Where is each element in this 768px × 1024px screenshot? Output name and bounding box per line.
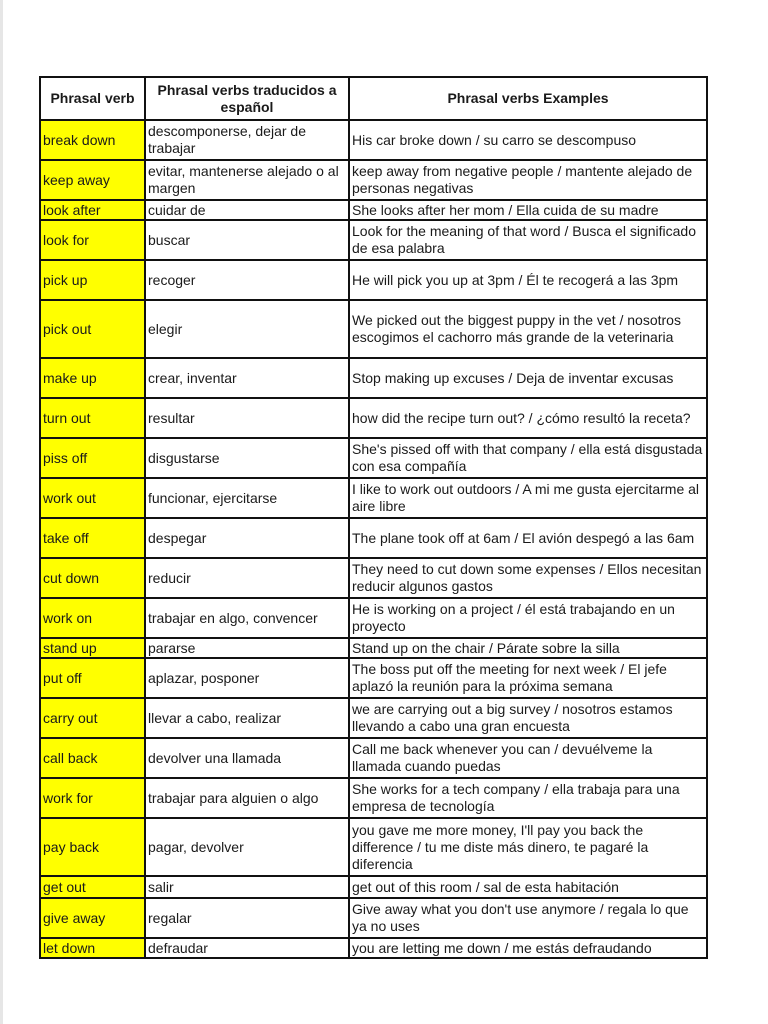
translation-cell: pararse (145, 638, 349, 658)
example-cell: Give away what you don't use anymore / regala lo que ya no uses (349, 898, 707, 938)
example-cell: Look for the meaning of that word / Busca el significado de esa palabra (349, 220, 707, 260)
translation-cell: defraudar (145, 938, 349, 958)
phrasal-verb-cell: stand up (40, 638, 145, 658)
translation-cell: reducir (145, 558, 349, 598)
translation-cell: buscar (145, 220, 349, 260)
phrasal-verb-cell: pay back (40, 818, 145, 876)
table-row (40, 200, 707, 220)
translation-cell: evitar, mantenerse alejado o al margen (145, 160, 349, 200)
table-row (40, 558, 707, 598)
table-row (40, 818, 707, 876)
example-cell: He will pick you up at 3pm / Él te recogerá a las 3pm (349, 260, 707, 300)
table-row (40, 698, 707, 738)
phrasal-verb-cell: look for (40, 220, 145, 260)
example-cell: They need to cut down some expenses / Ellos necesitan reducir algunos gastos (349, 558, 707, 598)
example-cell: She works for a tech company / ella trabaja para una empresa de tecnología (349, 778, 707, 818)
phrasal-verb-cell: keep away (40, 160, 145, 200)
table-row (40, 778, 707, 818)
translation-cell: pagar, devolver (145, 818, 349, 876)
translation-cell: aplazar, posponer (145, 658, 349, 698)
header-phrasal-verb: Phrasal verb (40, 77, 145, 120)
example-cell: We picked out the biggest puppy in the vet / nosotros escogimos el cachorro más grande de la veterinaria (349, 300, 707, 358)
translation-cell: despegar (145, 518, 349, 558)
page-edge (0, 0, 3, 1024)
example-cell: The boss put off the meeting for next week / El jefe aplazó la reunión para la próxima semana (349, 658, 707, 698)
example-cell: get out of this room / sal de esta habitación (349, 876, 707, 898)
table-row (40, 898, 707, 938)
phrasal-verb-cell: pick up (40, 260, 145, 300)
translation-cell: resultar (145, 398, 349, 438)
phrasal-verb-cell: look after (40, 200, 145, 220)
example-cell: Call me back whenever you can / devuélveme la llamada cuando puedas (349, 738, 707, 778)
phrasal-verb-cell: get out (40, 876, 145, 898)
example-cell: She's pissed off with that company / ella está disgustada con esa compañía (349, 438, 707, 478)
table-row (40, 638, 707, 658)
phrasal-verbs-table (39, 76, 708, 959)
translation-cell: trabajar en algo, convencer (145, 598, 349, 638)
translation-cell: crear, inventar (145, 358, 349, 398)
phrasal-verb-cell: put off (40, 658, 145, 698)
translation-cell: descomponerse, dejar de trabajar (145, 120, 349, 160)
header-examples: Phrasal verbs Examples (349, 77, 707, 120)
phrasal-verb-cell: turn out (40, 398, 145, 438)
table-row (40, 300, 707, 358)
phrasal-verb-cell: work out (40, 478, 145, 518)
translation-cell: funcionar, ejercitarse (145, 478, 349, 518)
example-cell: Stop making up excuses / Deja de inventar excusas (349, 358, 707, 398)
table-row (40, 518, 707, 558)
phrasal-verb-cell: make up (40, 358, 145, 398)
example-cell: you gave me more money, I'll pay you back the difference / tu me diste más dinero, te pagaré la diferencia (349, 818, 707, 876)
example-cell: He is working on a project / él está trabajando en un proyecto (349, 598, 707, 638)
table-row (40, 876, 707, 898)
example-cell: you are letting me down / me estás defraudando (349, 938, 707, 958)
phrasal-verb-cell: carry out (40, 698, 145, 738)
table-row (40, 598, 707, 638)
translation-cell: regalar (145, 898, 349, 938)
translation-cell: elegir (145, 300, 349, 358)
table-row (40, 938, 707, 958)
table-row (40, 738, 707, 778)
phrasal-verb-cell: break down (40, 120, 145, 160)
translation-cell: cuidar de (145, 200, 349, 220)
phrasal-verb-cell: work on (40, 598, 145, 638)
phrasal-verb-cell: call back (40, 738, 145, 778)
table-row (40, 478, 707, 518)
translation-cell: trabajar para alguien o algo (145, 778, 349, 818)
table-row (40, 220, 707, 260)
translation-cell: disgustarse (145, 438, 349, 478)
header-translation: Phrasal verbs traducidos a español (145, 77, 349, 120)
example-cell: The plane took off at 6am / El avión despegó a las 6am (349, 518, 707, 558)
translation-cell: salir (145, 876, 349, 898)
example-cell: I like to work out outdoors / A mi me gusta ejercitarme al aire libre (349, 478, 707, 518)
header-row (40, 77, 707, 120)
example-cell: keep away from negative people / mantente alejado de personas negativas (349, 160, 707, 200)
table-row (40, 658, 707, 698)
phrasal-verb-cell: piss off (40, 438, 145, 478)
table-row (40, 120, 707, 160)
example-cell: His car broke down / su carro se descompuso (349, 120, 707, 160)
example-cell: She looks after her mom / Ella cuida de su madre (349, 200, 707, 220)
phrasal-verb-cell: let down (40, 938, 145, 958)
translation-cell: recoger (145, 260, 349, 300)
table-body (40, 120, 707, 958)
example-cell: how did the recipe turn out? / ¿cómo resultó la receta? (349, 398, 707, 438)
phrasal-verb-cell: take off (40, 518, 145, 558)
table-row (40, 438, 707, 478)
table-row (40, 398, 707, 438)
table-row (40, 358, 707, 398)
example-cell: Stand up on the chair / Párate sobre la silla (349, 638, 707, 658)
phrasal-verb-cell: pick out (40, 300, 145, 358)
example-cell: we are carrying out a big survey / nosotros estamos llevando a cabo una gran encuesta (349, 698, 707, 738)
phrasal-verb-cell: work for (40, 778, 145, 818)
phrasal-verb-cell: give away (40, 898, 145, 938)
translation-cell: llevar a cabo, realizar (145, 698, 349, 738)
translation-cell: devolver una llamada (145, 738, 349, 778)
table-row (40, 260, 707, 300)
phrasal-verb-cell: cut down (40, 558, 145, 598)
table-row (40, 160, 707, 200)
